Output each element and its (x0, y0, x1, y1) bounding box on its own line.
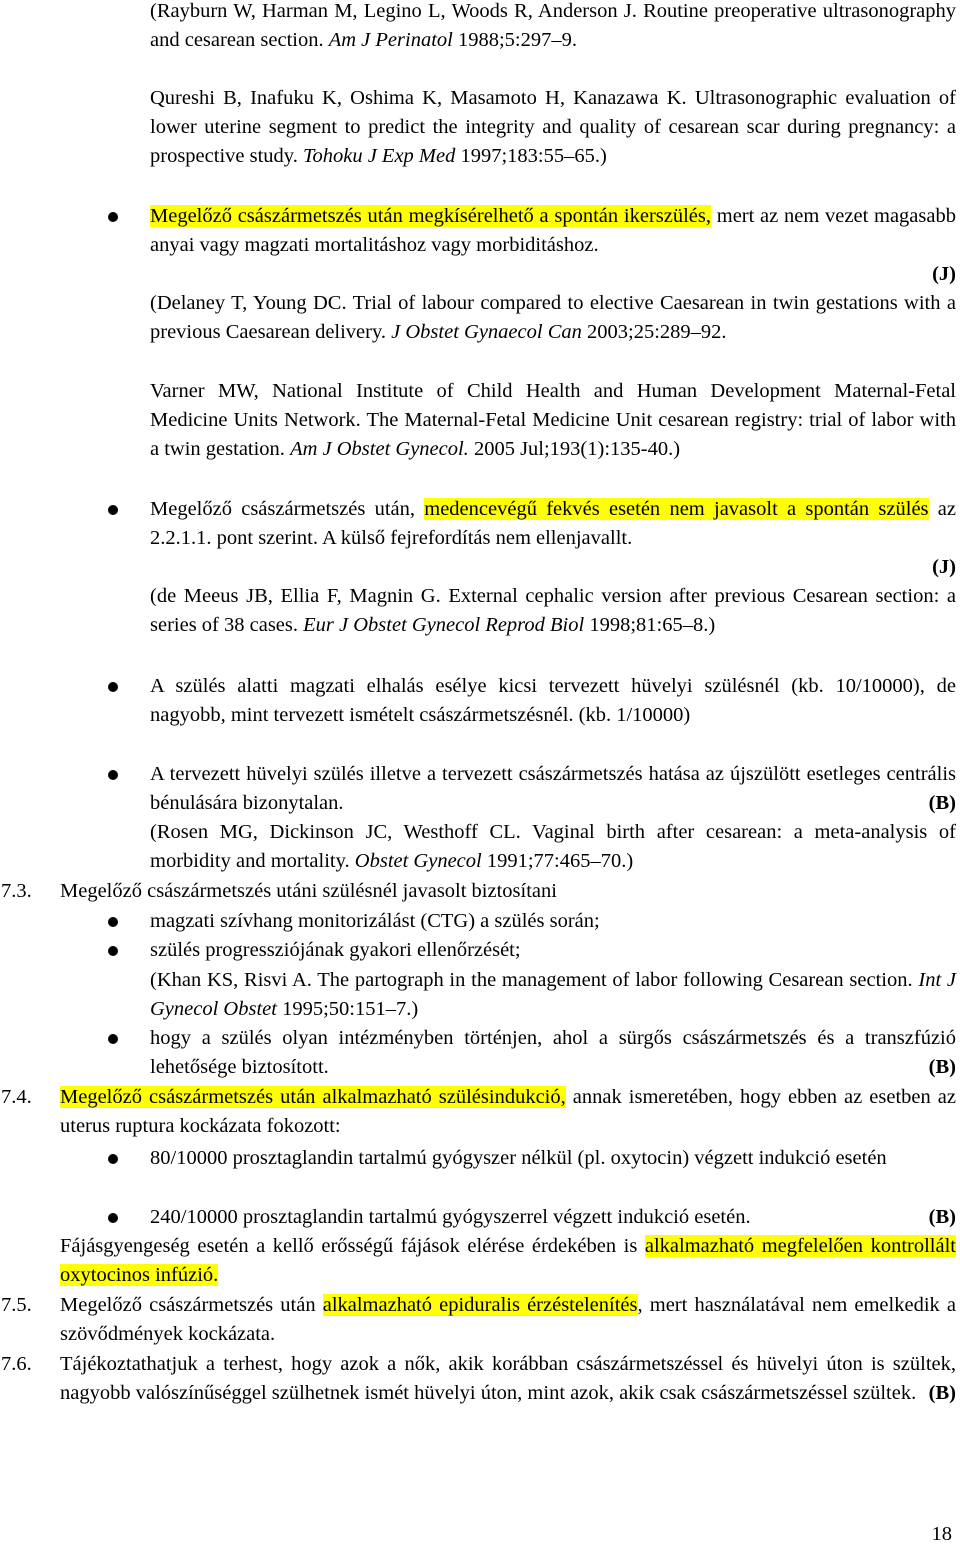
recommendation-twin-birth (150, 202, 956, 290)
journal-name: J Obstet Gynaecol Can (391, 321, 582, 344)
list-item-progress (150, 936, 956, 965)
reference-delaney (150, 289, 956, 347)
recommendation-text: mert az nem vezet magasabb anyai vagy magzati mortalitáshoz vagy morbiditáshoz. (150, 205, 956, 257)
reference-text: Qureshi B, Inafuku K, Oshima K, Masamoto H, Kanazawa K. Ultrasonographic evaluation of lower uterine segment to predict the integrity and quality of cesarean scar during pregnancy: a prospective study. (150, 87, 956, 168)
list-item-ctg (150, 907, 956, 936)
highlighted-text: alkalmazható megfelelően kontrollált oxytocinos infúzió. (60, 1235, 956, 1287)
section-number: 7.3. (1, 880, 32, 902)
list-text: 80/10000 prosztaglandin tartalmú gyógyszer nélkül (pl. oxytocin) végzett indukció esetén (150, 1147, 887, 1169)
paragraph-oxytocin (60, 1232, 956, 1290)
evidence-grade: (B) (928, 1382, 956, 1405)
reference-qureshi (150, 84, 956, 172)
reference-text: 1998;81:65–8.) (584, 614, 716, 637)
section-7-6 (60, 1350, 956, 1408)
section-text: Megelőző császármetszés utáni szülésnél javasolt biztosítani (60, 880, 557, 902)
list-text: szülés progressziójának gyakori ellenőrzését; (150, 939, 521, 961)
section-7-5 (60, 1291, 956, 1349)
section-text: annak ismeretében, hogy ebben az esetben az uterus ruptura kockázata fokozott: (60, 1086, 956, 1138)
reference-text: 1988;5:297–9. (452, 29, 577, 52)
reference-text: 1997;183:55–65.) (455, 145, 607, 168)
section-7-3-heading (60, 877, 956, 906)
reference-text: Varner MW, National Institute of Child Health and Human Development Maternal-Fetal Medicine Units Network. The Maternal-Fetal Medicine Unit cesarean registry: trial of labor with a twin gestation. (150, 380, 956, 461)
section-text: Megelőző császármetszés után (60, 1294, 323, 1316)
bullet-icon (108, 917, 118, 927)
list-text: magzati szívhang monitorizálást (CTG) a szülés során; (150, 910, 600, 932)
section-text: Tájékoztathatjuk a terhest, hogy azok a nők, akik korábban császármetszéssel és hüvelyi úton is szültek, nagyobb valószínűséggel szülhetnek ismét hüvelyi úton, mint azok, akik csak császármetszéssel szültek. (60, 1353, 956, 1405)
section-number: 7.6. (1, 1353, 32, 1375)
evidence-grade: (B) (928, 1056, 956, 1079)
paragraph-text: Fájásgyengeség esetén a kellő erősségű fájások elérése érdekében is (60, 1235, 645, 1257)
reference-text: 1995;50:151–7.) (276, 998, 419, 1021)
evidence-grade: (J) (932, 263, 956, 286)
highlighted-text: Megelőző császármetszés után alkalmazható szülésindukció, (60, 1086, 566, 1108)
highlighted-text: Megelőző császármetszés után megkísérelhető a spontán ikerszülés, (150, 205, 711, 227)
bullet-icon (108, 505, 118, 515)
bullet-icon (108, 212, 118, 222)
recommendation-fetal-death (150, 672, 956, 730)
section-number: 7.5. (1, 1294, 32, 1316)
list-text: 240/10000 prosztaglandin tartalmú gyógyszerrel végzett indukció esetén. (150, 1206, 751, 1228)
journal-name: Am J Obstet Gynecol. (290, 438, 469, 461)
reference-khan (150, 966, 956, 1024)
list-item-240 (150, 1203, 956, 1232)
page-number: 18 (931, 1523, 952, 1545)
reference-text: (Rayburn W, Harman M, Legino L, Woods R, Anderson J. Routine preoperative ultrasonography and cesarean section. (150, 0, 956, 52)
recommendation-text: A szülés alatti magzati elhalás esélye kicsi tervezett hüvelyi szülésnél (kb. 10/10000), de nagyobb, mint tervezett ismételt császármetszésnél. (kb. 1/10000) (150, 675, 956, 727)
reference-text: (Delaney T, Young DC. Trial of labour compared to elective Caesarean in twin gestations with a previous Caesarean delivery. (150, 292, 956, 344)
list-item-institution (150, 1024, 956, 1082)
bullet-icon (108, 770, 118, 780)
section-number: 7.4. (1, 1086, 32, 1108)
reference-text: (Rosen MG, Dickinson JC, Westhoff CL. Vaginal birth after cesarean: a meta-analysis of morbidity and mortality. (150, 821, 956, 873)
bullet-icon (108, 682, 118, 692)
bullet-icon (108, 1154, 118, 1164)
reference-text: 2005 Jul;193(1):135-40.) (468, 438, 681, 461)
journal-name: Am J Perinatol (328, 29, 453, 52)
bullet-icon (108, 946, 118, 956)
reference-de-meeus (150, 582, 956, 640)
section-7-4 (60, 1083, 956, 1141)
journal-name: Int J Gynecol Obstet (150, 969, 956, 1021)
recommendation-breech (150, 495, 956, 583)
reference-text: 2003;25:289–92. (581, 321, 727, 344)
bullet-icon (108, 1034, 118, 1044)
recommendation-cerebral-palsy (150, 760, 956, 818)
journal-name: Obstet Gynecol (354, 850, 482, 873)
reference-text: (de Meeus JB, Ellia F, Magnin G. External cephalic version after previous Cesarean section: a series of 38 cases. (150, 585, 956, 637)
list-text: hogy a szülés olyan intézményben történjen, ahol a sürgős császármetszés és a transzfúzió lehetősége biztosított. (150, 1027, 956, 1079)
reference-rosen (150, 818, 956, 876)
journal-name: Tohoku J Exp Med (302, 145, 456, 168)
section-text: , mert használatával nem emelkedik a szövődmények kockázata. (60, 1294, 956, 1346)
reference-rayburn (150, 0, 956, 55)
recommendation-text: Megelőző császármetszés után, (150, 498, 425, 520)
recommendation-text: A tervezett hüvelyi szülés illetve a tervezett császármetszés hatása az újszülött esetleges centrális bénulására bizonytalan. (150, 763, 956, 815)
highlighted-text: medencevégű fekvés esetén nem javasolt a spontán szülés (424, 498, 929, 520)
reference-text: 1991;77:465–70.) (481, 850, 634, 873)
reference-text: (Khan KS, Risvi A. The partograph in the management of labor following Cesarean section. (150, 969, 919, 991)
recommendation-text: az 2.2.1.1. pont szerint. A külső fejrefordítás nem ellenjavallt. (150, 498, 956, 550)
evidence-grade: (B) (928, 792, 956, 815)
journal-name: Eur J Obstet Gynecol Reprod Biol (303, 614, 585, 637)
bullet-icon (108, 1213, 118, 1223)
list-item-80 (150, 1144, 956, 1173)
evidence-grade: (B) (928, 1206, 956, 1228)
reference-varner (150, 377, 956, 465)
evidence-grade: (J) (932, 556, 956, 579)
highlighted-text: alkalmazható epiduralis érzéstelenítés (322, 1294, 638, 1316)
